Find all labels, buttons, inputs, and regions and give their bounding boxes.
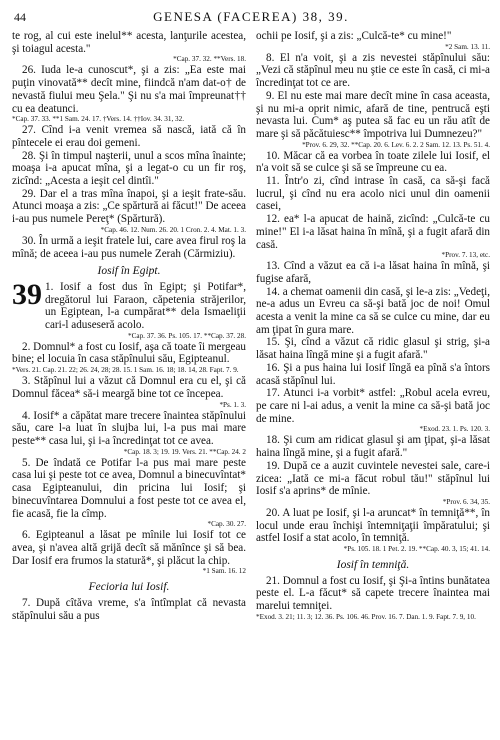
cross-reference: *Prov. 7. 13, etc.	[441, 251, 490, 260]
cross-reference: *Prov. 6. 29, 32. **Cap. 20. 6. Lev. 6. 2. 2 Sam. 12. 13. Ps. 51. 4.	[302, 140, 490, 149]
verse-paragraph: 27. Cînd i-a venit vremea să nască, iată că în pîntecele ei erau doi gemeni.	[12, 124, 246, 149]
verse-paragraph: te rog, al cui este inelul** acesta, lanţurile acestea, şi toiagul acesta."	[12, 30, 246, 55]
verse-paragraph: 5. De îndată ce Potifar l-a pus mai mare peste casa lui şi peste tot ce avea, Domnul a binecuvîntat* casa Egipteanului, din pricina lui Iosif; şi binecuvîntarea Domnului a fost peste tot ce avea el, fie acasă, fie la cîmp.	[12, 456, 246, 520]
chapter-opening	[12, 277, 246, 332]
chapter-number: 39	[12, 277, 42, 311]
cross-reference: *Cap. 37. 36. Ps. 105. 17. **Cap. 37. 28.	[128, 331, 246, 340]
cross-reference: *Cap. 37. 32. **Vers. 18.	[173, 55, 246, 64]
verse-paragraph: 3. Stăpînul lui a văzut că Domnul era cu el, şi că Domnul făcea* să-i meargă bine tot ce începea.	[12, 375, 246, 400]
verse-paragraph: 11. Într'o zi, cînd intrase în casă, ca să-şi facă lucrul, şi cînd nu era acolo nici unul din oamenii casei,	[256, 175, 490, 213]
text-columns	[12, 30, 490, 622]
verse-paragraph: 16. Şi a pus haina lui Iosif lîngă ea pînă s'a întors acasă stăpînul lui.	[256, 361, 490, 387]
verse-paragraph: 8. El n'a voit, şi a zis nevestei stăpînului său: „Vezi că stăpînul meu nu ştie ce este în casă, ci mi-a încredinţat tot ce are.	[256, 51, 490, 90]
verse-paragraph: 28. Şi în timpul naşterii, unul a scos mîna înainte; moaşa i-a apucat mîna, şi a legat-o cu un fir roş, zicînd: „Acesta a ieşit cel dintîi."	[12, 149, 246, 188]
cross-reference: *Ps. 105. 18. 1 Pet. 2. 19. **Cap. 40. 3, 15; 41. 14.	[343, 545, 490, 554]
verse-paragraph: 1. Iosif a fost dus în Egipt; şi Potifar*, dregătorul lui Faraon, căpetenia străjerilor, un Egiptean, l-a cumpărat** dela Ismaeliţii cari-l aduseseră acolo.	[45, 280, 246, 332]
cross-reference: *Prov. 6. 34, 35.	[442, 497, 490, 506]
page-number: 44	[14, 10, 26, 24]
cross-reference: *2 Sam. 13. 11.	[445, 42, 490, 51]
verse-paragraph: 17. Atunci i-a vorbit* astfel: „Robul acela evreu, pe care ni l-ai adus, a venit la mine ca să-şi bată joc de mine.	[256, 387, 490, 425]
verse-paragraph: 12. ea* l-a apucat de haină, zicînd: „Culcă-te cu mine!" El i-a lăsat haina în mînă, şi a fugit afară din casă.	[256, 213, 490, 251]
verse-paragraph: 19. După ce a auzit cuvintele nevestei sale, care-i zicea: „Iată ce mi-a făcut robul tău!" stăpînul lui Iosif s'a aprins* de mînie.	[256, 459, 490, 498]
verse-paragraph: 21. Domnul a fost cu Iosif, şi Şi-a întins bunătatea peste el. L-a făcut* să capete trecere înaintea mai marelui temniţei.	[256, 574, 490, 613]
verse-paragraph: 2. Domnul* a fost cu Iosif, aşa că toate îi mergeau bine; el locuia în casa stăpînului său, Egipteanul.	[12, 340, 246, 366]
running-title: GENESA (FACEREA) 38, 39.	[153, 9, 349, 24]
cross-reference: *Exod. 3. 21; 11. 3; 12. 36. Ps. 106. 46. Prov. 16. 7. Dan. 1. 9. Fapt. 7. 9, 10.	[256, 612, 476, 621]
verse-paragraph: 30. În urmă a ieşit fratele lui, care avea firul roş la mînă; de aceea i-au pus numele Zerah (Cărmiziu).	[12, 234, 246, 260]
verse-paragraph: 13. Cînd a văzut ea că i-a lăsat haina în mînă, şi fugise afară,	[256, 260, 490, 285]
verse-paragraph: 26. Iuda le-a cunoscut*, şi a zis: „Ea este mai puţin vinovată** decît mine, fiindcă n'am dat-o† de nevastă fiului meu Şela." Şi nu s'a mai împreunat†† cu ea deatunci.	[12, 64, 246, 115]
verse-paragraph: 20. A luat pe Iosif, şi l-a aruncat* în temniţă**, în locul unde erau închişi întemniţaţii împăratului; şi astfel Iosif a stat acolo, în temniţă.	[256, 506, 490, 545]
right-column	[256, 30, 490, 622]
section-heading: Iosif în temniţă.	[336, 559, 410, 572]
left-column	[12, 30, 246, 622]
cross-reference: *Ps. 1. 3.	[219, 400, 246, 409]
verse-paragraph: 10. Măcar că ea vorbea în toate zilele lui Iosif, el n'a voit să se culce şi să se împreune cu ea.	[256, 149, 490, 175]
page-header	[12, 8, 490, 28]
cross-reference: *Cap. 18. 3; 19. 19. Vers. 21. **Cap. 24. 2	[123, 447, 246, 456]
section-heading: Fecioria lui Iosif.	[88, 581, 170, 594]
verse-paragraph: ochii pe Iosif, şi a zis: „Culcă-te* cu mine!"	[256, 30, 452, 42]
cross-reference: *Cap. 46. 12. Num. 26. 20. 1 Cron. 2. 4. Mat. 1. 3.	[100, 225, 246, 234]
verse-paragraph: 6. Egipteanul a lăsat pe mînile lui Iosif tot ce avea, şi n'avea altă grijă decît să mănînce şi să bea. Dar Iosif era frumos la statură*, şi plăcut la chip.	[12, 529, 246, 567]
verse-paragraph: 4. Iosif* a căpătat mare trecere înaintea stăpînului său, care l-a luat în slujba lui, l-a pus mai mare peste** casa lui, şi i-a încredinţat tot ce avea.	[12, 409, 246, 447]
section-heading: Iosif în Egipt.	[97, 265, 161, 278]
verse-paragraph: 7. După cîtăva vreme, s'a întîmplat că nevasta stăpînului său a pus	[12, 597, 246, 622]
cross-reference: *Cap. 30. 27.	[207, 520, 246, 529]
cross-reference: *Cap. 37. 33. **1 Sam. 24. 17. †Vers. 14. ††Iov. 34. 31, 32.	[12, 115, 185, 124]
cross-reference: *Vers. 21. Cap. 21. 22; 26. 24, 28; 28. 15. 1 Sam. 16. 18; 18. 14, 28. Fapt. 7. 9.	[12, 366, 239, 375]
verse-paragraph: 14. a chemat oamenii din casă, şi le-a zis: „Vedeţi, ne-a adus un Evreu ca să-şi bată joc de noi! Omul acesta a venit la mine ca să se culce cu mine, dar eu am ţipat în gura mare.	[256, 285, 490, 336]
verse-paragraph: 15. Şi, cînd a văzut că ridic glasul şi strig, şi-a lăsat haina lîngă mine şi a fugit afară."	[256, 336, 490, 362]
cross-reference: *1 Sam. 16. 12	[202, 567, 246, 576]
verse-paragraph: 29. Dar el a tras mîna înapoi, şi a ieşit frate-său. Atunci moaşa a zis: „Ce spărtură ai făcut!" De aceea i-au pus numele Pereţ* (Spărtură).	[12, 187, 246, 226]
cross-reference: *Exod. 23. 1. Ps. 120. 3.	[419, 425, 490, 434]
verse-paragraph: 9. El nu este mai mare decît mine în casa aceasta, şi nu mi-a oprit nimic, afară de tine, pentrucă eşti nevasta lui. Cum* aş putea să fac eu un rău atît de mare şi să păcătuiesc** împotriva lui Dumnezeu?"	[256, 89, 490, 140]
verse-paragraph: 18. Şi cum am ridicat glasul şi am ţipat, şi-a lăsat haina lîngă mine, şi a fugit afară."	[256, 434, 490, 460]
